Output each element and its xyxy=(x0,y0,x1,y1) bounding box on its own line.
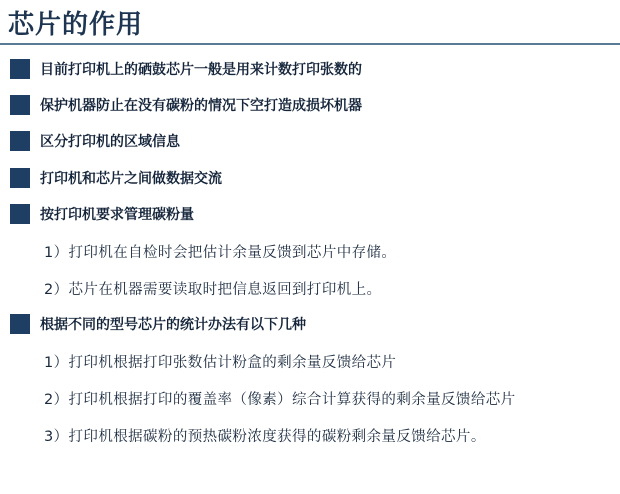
bullet-text: 区分打印机的区域信息 xyxy=(40,134,180,150)
sub-item: 1）打印机根据打印张数估计粉盒的剩余量反馈给芯片 xyxy=(44,355,397,371)
bullet-text: 按打印机要求管理碳粉量 xyxy=(40,207,194,223)
bullet-text: 目前打印机上的硒鼓芯片一般是用来计数打印张数的 xyxy=(40,62,362,78)
bullet-item xyxy=(10,95,362,115)
bullet-item xyxy=(10,168,222,188)
bullet-square-icon xyxy=(10,59,30,79)
bullet-text: 根据不同的型号芯片的统计办法有以下几种 xyxy=(40,317,306,333)
bullet-square-icon xyxy=(10,204,30,224)
bullet-square-icon xyxy=(10,131,30,151)
bullet-text: 保护机器防止在没有碳粉的情况下空打造成损坏机器 xyxy=(40,98,362,114)
bullet-text: 打印机和芯片之间做数据交流 xyxy=(40,171,222,187)
bullet-item xyxy=(10,131,180,151)
sub-item: 2）芯片在机器需要读取时把信息返回到打印机上。 xyxy=(44,282,382,298)
bullet-item xyxy=(10,204,194,224)
slide-title: 芯片的作用 xyxy=(8,10,144,40)
bullet-item xyxy=(10,314,306,334)
bullet-square-icon xyxy=(10,168,30,188)
bullet-square-icon xyxy=(10,314,30,334)
sub-item: 1）打印机在自检时会把估计余量反馈到芯片中存储。 xyxy=(44,245,397,261)
sub-item: 3）打印机根据碳粉的预热碳粉浓度获得的碳粉剩余量反馈给芯片。 xyxy=(44,429,486,445)
bullet-square-icon xyxy=(10,95,30,115)
title-divider xyxy=(0,43,620,45)
sub-item: 2）打印机根据打印的覆盖率（像素）综合计算获得的剩余量反馈给芯片 xyxy=(44,392,516,408)
bullet-item xyxy=(10,59,362,79)
